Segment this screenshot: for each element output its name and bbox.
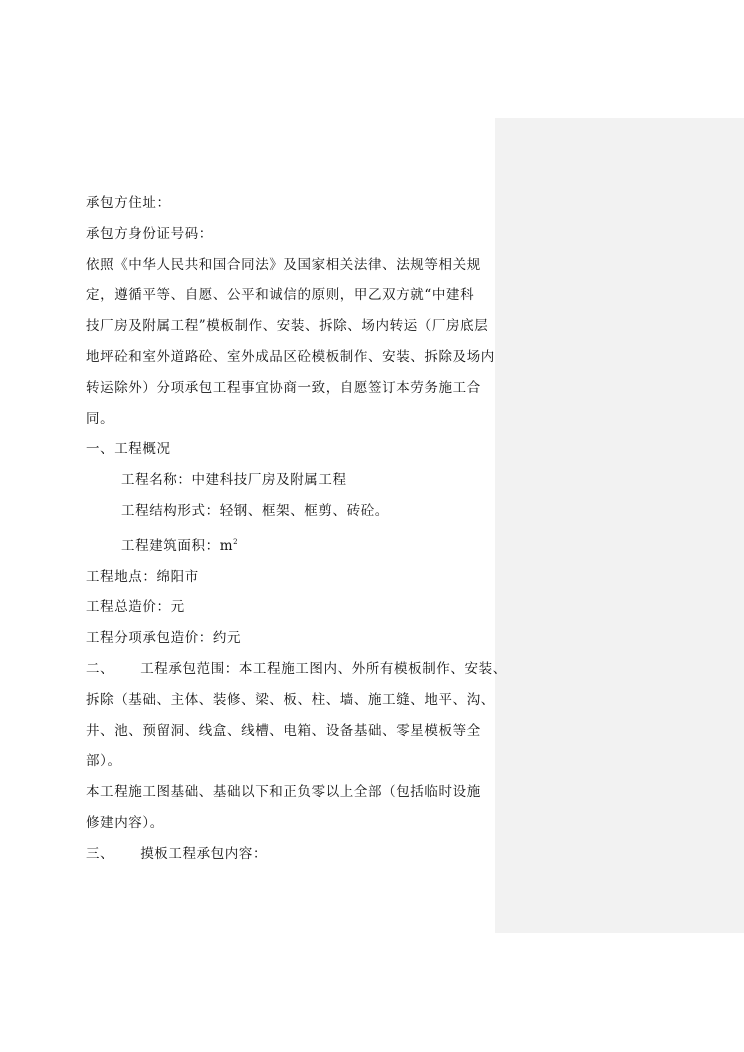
intro-line: 地坪砼和室外道路砼、室外成品区砼模板制作、安装、拆除及场内 [86, 348, 495, 365]
sub-contract-cost: 工程分项承包造价：约元 [86, 630, 242, 647]
section2-line: 部）。 [86, 753, 122, 770]
intro-line: 依照《中华人民共和国合同法》及国家相关法律、法规等相关规 [86, 256, 481, 273]
intro-line: 转运除外）分项承包工程事宜协商一致，自愿签订本劳务施工合 [86, 379, 481, 396]
section3-heading: 摸板工程承包内容： [140, 845, 268, 862]
intro-line: 技厂房及附属工程”模板制作、安装、拆除、场内转运（厂房底层 [86, 318, 489, 335]
project-name: 工程名称：中建科技厂房及附属工程 [121, 472, 347, 489]
project-location: 工程地点：绵阳市 [86, 568, 199, 585]
floor-area-unit: m [219, 537, 234, 554]
structure-form: 工程结构形式：轻钢、框架、框剪、砖砼。 [121, 502, 389, 519]
intro-line: 同。 [86, 410, 115, 427]
section2-extra-line: 修建内容）。 [86, 814, 164, 831]
total-cost: 工程总造价：元 [86, 599, 185, 616]
intro-line: 定，遵循平等、自愿、公平和诚信的原则，甲乙双方就“中建科 [86, 287, 475, 304]
section2-line: 井、池、预留洞、线盒、线槽、电箱、设备基础、零星模板等全 [86, 722, 481, 739]
section2-line: 拆除（基础、主体、装修、梁、板、柱、墙、施工缝、地平、沟、 [86, 691, 495, 708]
intro-paragraph [86, 250, 496, 435]
section1-heading: 一、工程概况 [86, 441, 171, 458]
floor-area-unit-sup: 2 [233, 537, 239, 546]
floor-area [86, 527, 496, 562]
contractor-id-label: 承包方身份证号码： [86, 225, 213, 242]
section2-line: 工程承包范围：本工程施工图内、外所有模板制作、安装、 [140, 660, 507, 677]
section2-number: 二、 [86, 660, 115, 677]
document-body [86, 188, 507, 870]
section2-first-line [86, 654, 507, 685]
section2-extra-line: 本工程施工图基础、基础以下和正负零以上全部（包括临时设施 [86, 784, 481, 801]
comment-pane [495, 118, 744, 933]
section3-heading-line [86, 839, 496, 870]
floor-area-label: 工程建筑面积： [121, 537, 220, 554]
section3-number: 三、 [86, 845, 115, 862]
contractor-address-label: 承包方住址： [86, 195, 171, 211]
